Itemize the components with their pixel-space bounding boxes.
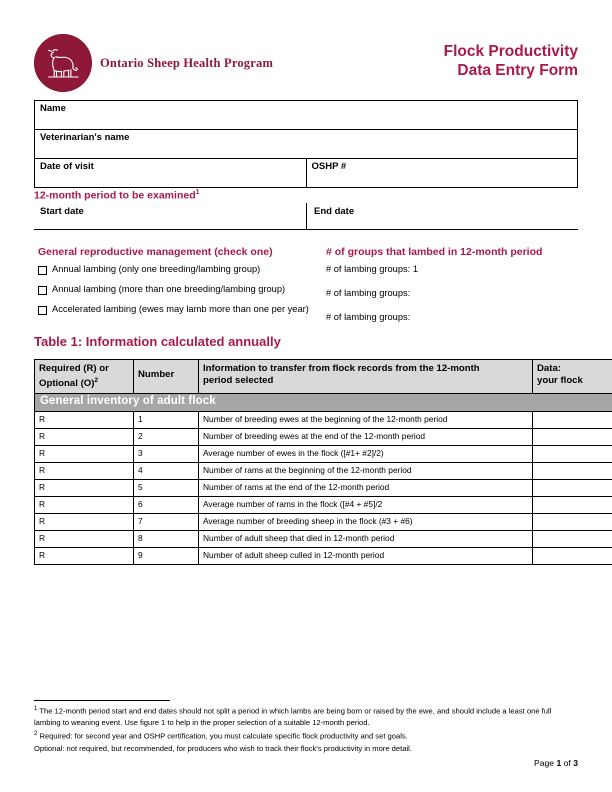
cell-number: 5 <box>134 480 199 497</box>
column-header-information-line1: Information to transfer from flock records from the 12-month <box>203 363 480 374</box>
cell-data-entry[interactable] <box>533 429 612 446</box>
footnotes <box>34 704 580 755</box>
table-row <box>35 480 612 497</box>
cell-information: Average number of rams in the flock ([#4 + #5]/2 <box>199 497 533 514</box>
footnote-3-text: Optional: not required, but recommended, for producers who wish to track their flock's productivity in more detail. <box>34 743 412 753</box>
cell-data-entry[interactable] <box>533 497 612 514</box>
cell-required: R <box>35 497 134 514</box>
table-row <box>35 514 612 531</box>
cell-required: R <box>35 463 134 480</box>
table-row <box>35 497 612 514</box>
page-number <box>534 758 578 768</box>
footnote-1-text: The 12-month period start and end dates should not split a period in which lambs are being born or raised by the ewe, and should include a least one full lambing to weaning event. Use figure 1 to help in the proper selection of a suitable 12-month period. <box>34 706 552 728</box>
end-date-label[interactable]: End date <box>314 206 355 217</box>
cell-required: R <box>35 446 134 463</box>
footnote-2-text: Required: for second year and OSHP certification, you must calculate specific flock productivity and set goals. <box>39 731 408 741</box>
sheep-in-circle-icon <box>34 34 92 92</box>
checkbox-icon[interactable] <box>38 286 47 295</box>
cell-information: Number of breeding ewes at the end of the 12-month period <box>199 429 533 446</box>
cell-information: Number of rams at the end of the 12-month period <box>199 480 533 497</box>
lambing-groups-row[interactable]: # of lambing groups: 1 <box>326 264 418 274</box>
cell-number: 1 <box>134 412 199 429</box>
table-row <box>35 531 612 548</box>
footnote-1-marker: 1 <box>34 706 38 712</box>
checkbox-label: Accelerated lambing (ewes may lamb more than one per year) <box>52 304 309 314</box>
cell-data-entry[interactable] <box>533 480 612 497</box>
checkbox-icon[interactable] <box>38 306 47 315</box>
cell-data-entry[interactable] <box>533 412 612 429</box>
table-row <box>35 130 578 159</box>
footnote-1 <box>34 704 580 729</box>
cell-number: 6 <box>134 497 199 514</box>
field-veterinarian-name[interactable]: Veterinarian's name <box>35 130 578 159</box>
cell-required: R <box>35 514 134 531</box>
cell-information: Average number of breeding sheep in the flock (#3 + #6) <box>199 514 533 531</box>
column-header-number: Number <box>134 360 199 394</box>
cell-data-entry[interactable] <box>533 531 612 548</box>
period-heading-text: 12-month period to be examined <box>34 189 196 202</box>
page-number-mid: of <box>561 758 574 768</box>
table1-information-calculated-annually <box>34 359 612 565</box>
period-heading-footnote-marker: 1 <box>195 189 200 196</box>
table-row <box>35 101 578 130</box>
table-row <box>35 463 612 480</box>
footnote-2-marker: 2 <box>34 731 38 738</box>
table-section-band-general-inventory <box>35 394 612 412</box>
cell-number: 8 <box>134 531 199 548</box>
footnote-2 <box>34 729 580 742</box>
cell-data-entry[interactable] <box>533 446 612 463</box>
table-row <box>35 412 612 429</box>
table-row <box>35 429 612 446</box>
lambing-groups-row[interactable]: # of lambing groups: <box>326 312 411 322</box>
cell-information: Average number of ewes in the flock ([#1+ #2]/2) <box>199 446 533 463</box>
page-number-prefix: Page <box>534 758 557 768</box>
field-oshp-number[interactable]: OSHP # <box>306 159 578 188</box>
cell-data-entry[interactable] <box>533 514 612 531</box>
cell-information: Number of breeding ewes at the beginning of the 12-month period <box>199 412 533 429</box>
checkbox-option-annual-multiple[interactable] <box>38 284 323 295</box>
reproductive-management-heading: General reproductive management (check one) <box>38 246 273 258</box>
cell-number: 7 <box>134 514 199 531</box>
checkbox-icon[interactable] <box>38 266 47 275</box>
cell-number: 3 <box>134 446 199 463</box>
footnote-separator <box>34 700 170 701</box>
column-header-information <box>199 360 533 394</box>
cell-required: R <box>35 548 134 565</box>
reproductive-management-section <box>38 246 323 324</box>
column-header-required-optional <box>35 360 134 394</box>
identification-table <box>34 100 578 188</box>
table-header-row <box>35 360 612 394</box>
checkbox-option-accelerated[interactable] <box>38 304 323 315</box>
cell-number: 2 <box>134 429 199 446</box>
section-band-label: General inventory of adult flock <box>35 394 612 412</box>
checkbox-option-annual-single[interactable] <box>38 264 323 275</box>
table1-title: Table 1: Information calculated annually <box>34 334 281 349</box>
cell-information: Number of adult sheep culled in 12-month period <box>199 548 533 565</box>
checkbox-label: Annual lambing (only one breeding/lambing group) <box>52 264 261 274</box>
table-row <box>35 548 612 565</box>
checkbox-label: Annual lambing (more than one breeding/lambing group) <box>52 284 286 294</box>
page-title-line2: Data Entry Form <box>457 62 578 79</box>
cell-required: R <box>35 531 134 548</box>
footnote-3 <box>34 743 580 755</box>
column-header-footnote-marker: 2 <box>94 377 99 384</box>
lambing-groups-row[interactable]: # of lambing groups: <box>326 288 411 298</box>
field-date-of-visit[interactable]: Date of visit <box>35 159 307 188</box>
period-heading <box>34 189 200 202</box>
column-header-required-line1: Required (R) or <box>39 363 109 374</box>
document-header <box>34 32 578 94</box>
table-row <box>35 159 578 188</box>
cell-data-entry[interactable] <box>533 463 612 480</box>
cell-required: R <box>35 412 134 429</box>
lambing-groups-heading: # of groups that lambed in 12-month period <box>326 246 543 258</box>
start-date-label[interactable]: Start date <box>40 206 84 217</box>
program-name: Ontario Sheep Health Program <box>100 56 274 70</box>
column-header-information-line2: period selected <box>203 375 274 386</box>
period-date-box <box>34 203 578 230</box>
lambing-groups-section <box>326 246 581 336</box>
cell-information: Number of rams at the beginning of the 12-month period <box>199 463 533 480</box>
field-name[interactable]: Name <box>35 101 578 130</box>
column-header-data-line2: your flock <box>537 375 583 386</box>
cell-number: 9 <box>134 548 199 565</box>
column-header-required-line2: Optional (O) <box>39 378 95 390</box>
cell-required: R <box>35 480 134 497</box>
cell-data-entry[interactable] <box>533 548 612 565</box>
cell-information: Number of adult sheep that died in 12-month period <box>199 531 533 548</box>
table-row <box>35 446 612 463</box>
column-header-data-line1: Data: <box>537 363 561 374</box>
period-column-divider <box>306 203 307 229</box>
page-number-total: 3 <box>573 758 578 768</box>
cell-required: R <box>35 429 134 446</box>
page-number-current: 1 <box>556 758 562 768</box>
page-title-line1: Flock Productivity <box>443 43 578 60</box>
cell-number: 4 <box>134 463 199 480</box>
page-title <box>444 42 578 80</box>
column-header-data <box>533 360 612 394</box>
